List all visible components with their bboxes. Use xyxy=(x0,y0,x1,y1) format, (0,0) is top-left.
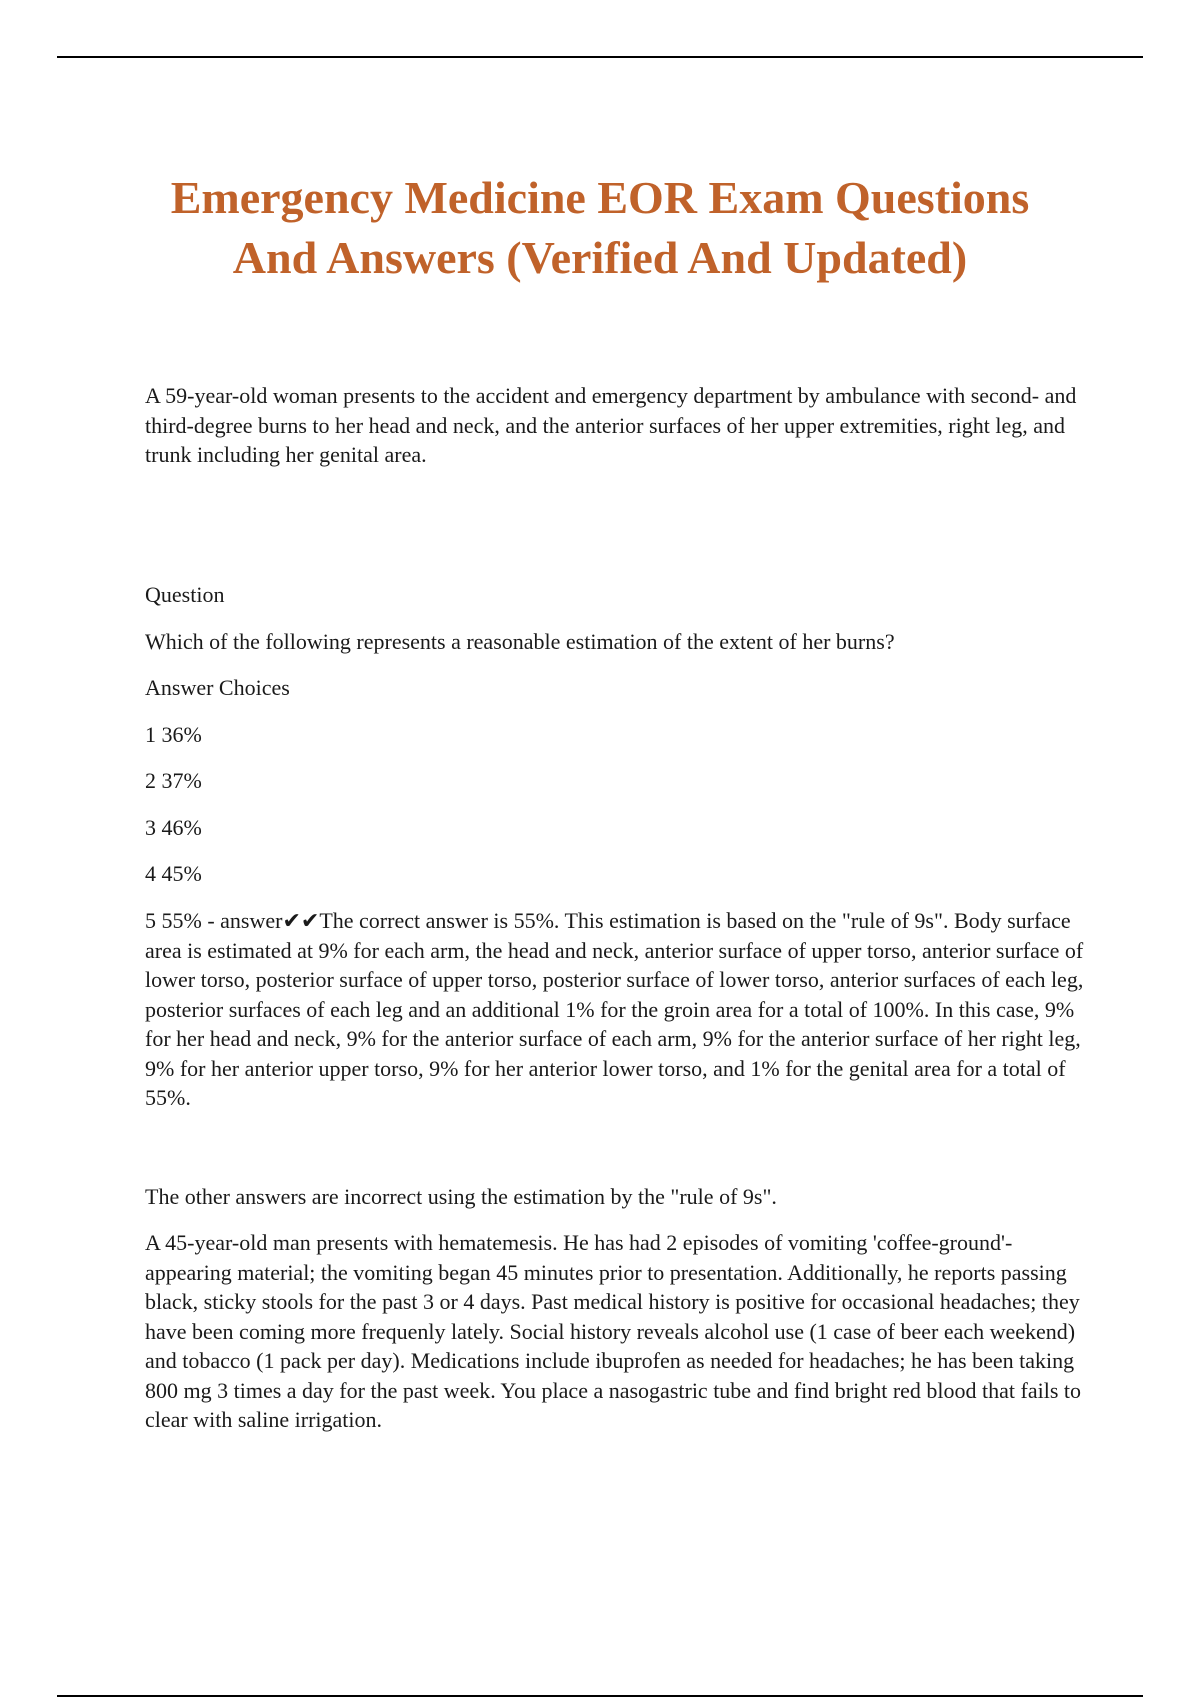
case-2-paragraph: A 45-year-old man presents with hematemesis. He has had 2 episodes of vomiting 'coffee-ground'-appearing material; the vomiting began 45 minutes prior to presentation. Additionally, he reports passing black, sticky stools for the past 3 or 4 days. Past medical history is positive for occasional headaches; they have been coming more frequenly lately. Social history reveals alcohol use (1 case of beer each weekend) and tobacco (1 pack per day). Medications include ibuprofen as needed for headaches; he has been taking 800 mg 3 times a day for the past week. You place a nasogastric tube and find bright red blood that fails to clear with saline irrigation. xyxy=(145,1230,1082,1432)
answer-choice-4: 4 45% xyxy=(145,861,202,886)
question-text: Which of the following represents a reasonable estimation of the extent of her burns? xyxy=(145,629,895,654)
answer-choice-3: 3 46% xyxy=(145,815,202,840)
question-label: Question xyxy=(145,582,225,607)
bottom-divider xyxy=(57,1695,1143,1697)
answer-choices-label: Answer Choices xyxy=(145,675,290,700)
other-answers-note: The other answers are incorrect using the estimation by the "rule of 9s". xyxy=(145,1184,777,1209)
title-line-2: And Answers (Verified And Updated) xyxy=(232,232,968,283)
answer-choice-1: 1 36% xyxy=(145,722,202,747)
top-divider xyxy=(57,56,1143,58)
answer-explanation: 5 55% - answer✔✔The correct answer is 55%. This estimation is based on the "rule of 9s". Body surface area is estimated at 9% for each arm, the head and neck, anterior surface of upper torso, anterior surface of lower torso, posterior surface of upper torso, posterior surface of lower torso, anterior surfaces of each leg, posterior surfaces of each leg and an additional 1% for the groin area for a total of 100%. In this case, 9% for her head and neck, 9% for the anterior surface of each arm, 9% for the anterior surface of her right leg, 9% for her anterior upper torso, 9% for her anterior lower torso, and 1% for the genital area for a total of 55%. xyxy=(145,908,1084,1110)
case-1-paragraph: A 59-year-old woman presents to the accident and emergency department by ambulance with second- and third-degree burns to her head and neck, and the anterior surfaces of her upper extremities, right leg, and trunk including her genital area. xyxy=(145,383,1077,467)
title-line-1: Emergency Medicine EOR Exam Questions xyxy=(170,172,1030,223)
answer-choice-2: 2 37% xyxy=(145,768,202,793)
document-title xyxy=(100,168,1100,288)
